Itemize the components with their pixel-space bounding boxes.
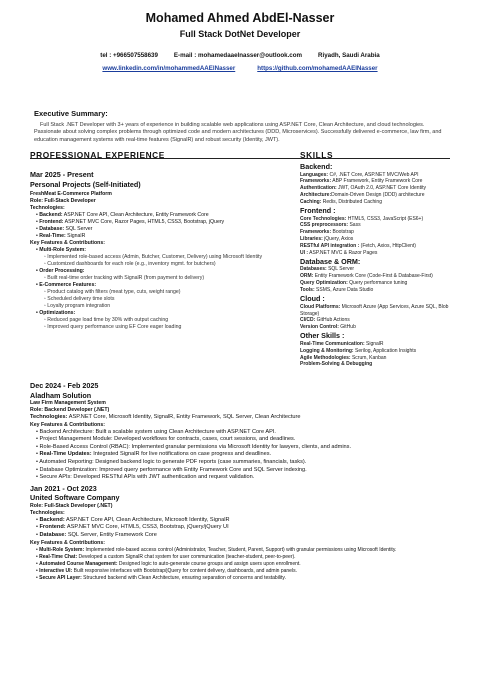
job-date: Mar 2025 - Present <box>30 170 94 179</box>
skill-item: Languages: C#, .NET Core, ASP.NET MVC/Web API <box>300 171 419 178</box>
skill-item: Cloud Platforms: Microsoft Azure (App Services, Azure SQL, Blob Storage) <box>300 303 449 317</box>
tech-line: Technologies: ASP.NET Core, Microsoft Identity, SignalR, Entity Framework, SQL Server, Clean Architecture <box>30 414 301 420</box>
skill-item: Core Technologies: HTML5, CSS3, JavaScript (ES6+) <box>300 215 424 222</box>
skill-item: Databases: SQL Server <box>300 266 355 273</box>
job-date: Jan 2021 - Oct 2023 <box>30 483 97 493</box>
summary-heading: Executive Summary: <box>34 109 108 118</box>
skill-item: Problem-Solving & Debugging <box>300 361 373 368</box>
skill-item: RESTful API integration : (Fetch, Axios, HttpClient) <box>300 243 416 250</box>
sub-item: ◦ Reduced page load time by 30% with output caching <box>44 317 169 323</box>
features-label: Key Features & Contributions: <box>30 240 105 246</box>
list-item: • Frontend: ASP.NET MVC Core, HTML5, CSS3, Bootstrap, jQuery/jQuery UI <box>36 524 229 531</box>
skill-group-heading: Frontend : <box>300 206 336 216</box>
company-name: Personal Projects (Self-Initiated) <box>30 179 141 189</box>
list-item: • Database: SQL Server <box>36 226 93 232</box>
list-item: • Backend Architecture: Built a scalable system using Clean Architecture with ASP.NET Core API. <box>36 428 276 435</box>
tech-label: Technologies: <box>30 509 65 516</box>
list-item: • Secure API Layer: Structured backend with Clean Architecture, ensuring separation of concerns and testability. <box>36 574 286 581</box>
executive-summary <box>34 109 452 144</box>
list-item: • Database: SQL Server, Entity Framework Core <box>36 531 157 538</box>
features-label: Key Features & Contributions: <box>30 539 105 546</box>
skill-item: Tools: SSMS, Azure Data Studio <box>300 287 374 294</box>
tech-label: Technologies: <box>30 205 65 211</box>
skill-item: Libraries: jQuery, Axios <box>300 236 354 243</box>
experience-column <box>30 150 293 331</box>
email[interactable]: E-mail : mohamedaaelnasser@outlook.com <box>173 52 303 59</box>
list-item: • Role-Based Access Control (RBAC): Implemented granular permissions via Microsoft Identity for lawyers, clients, and admins. <box>36 443 352 450</box>
list-item: • Backend: ASP.NET Core API, Clean Architecture, Microsoft Identity, SignalR <box>36 516 230 523</box>
list-item: • Secure APIs: Developed RESTful APIs with JWT authentication and request validation. <box>36 474 255 481</box>
list-item: • Frontend: ASP.NET MVC Core, Razor Pages, HTML5, CSS3, Bootstrap, jQuery <box>36 219 225 225</box>
list-item: • Real-Time: SignalR <box>36 233 86 239</box>
profile-links <box>0 64 480 73</box>
skill-group-heading: Database & ORM: <box>300 256 361 266</box>
company-name: Aladham Solution <box>30 390 92 400</box>
summary-text: Full Stack .NET Developer with 3+ years of experience in building scalable web applications using ASP.NET Core, Clean Architecture, and cloud technologies. Passionate about solving complex problems through optimized code and modern architectures (DDD, Microservices). Successfully delivered e-commerce, law firm, and education management systems with real-time features (SignalR) and robust security (Identity, JWT). <box>34 122 442 143</box>
list-item: • Database Optimization: Improved query performance with Entity Framework Core and SQL Server indexing. <box>36 466 307 473</box>
sub-item: ◦ Product catalog with filters (meat type, cuts, weight range) <box>44 289 181 295</box>
skill-item: CSS preprocessors: Sass <box>300 222 361 229</box>
job-role: Role: Full-Stack Developer <box>30 198 96 204</box>
sub-item: ◦ Loyalty program integration <box>44 303 111 309</box>
skill-item: Caching: Redis, Distributed Caching <box>300 199 382 206</box>
skill-item: ORM: Entity Framework Core (Code-First & Database-First) <box>300 273 433 280</box>
job-title: Full Stack DotNet Developer <box>179 29 301 39</box>
skills-heading: SKILLS <box>300 150 334 160</box>
skill-item: Version Control: GitHub <box>300 324 356 331</box>
list-item: • Multi-Role System: Implemented role-based access control (Administrator, Teacher, Student, Parent, Support) with granular permissions using Microsoft Identity. <box>36 546 397 553</box>
list-item: • Project Management Module: Developed workflows for contracts, cases, court sessions, and deadlines. <box>36 436 296 443</box>
skill-item: Architecture:Domain-Driven Design (DDD) architecture <box>300 192 425 199</box>
github-link[interactable]: https://github.com/mohamedAAElNasser <box>257 65 378 72</box>
list-item: • Multi-Role System: <box>36 247 86 253</box>
sub-item: ◦ Implemented role-based access (Admin, Butcher, Customer, Delivery) using Microsoft Identity <box>44 254 263 260</box>
skill-item: Frameworks: Bootstrap <box>300 229 354 236</box>
job-role: Role: Backend Developer (.NET) <box>30 407 110 413</box>
list-item: • Real-Time Updates: Integrated SignalR for live notifications on case progress and deadlines. <box>36 451 272 458</box>
sub-item: ◦ Improved query performance using EF Core eager loading <box>44 324 182 330</box>
skill-item: Authentication: JWT, OAuth 2.0, ASP.NET Core Identity <box>300 185 426 192</box>
list-item: • E-Commerce Features: <box>36 282 97 288</box>
location: Riyadh, Saudi Arabia <box>318 52 380 59</box>
skill-item: Frameworks: ABP Framework, Entity Framework Core <box>300 178 423 185</box>
skill-item: Logging & Monitoring: Serilog, Application Insights <box>300 347 417 354</box>
resume-header <box>0 0 480 73</box>
contact-line <box>0 51 480 60</box>
list-item: • Real-Time Chat: Developed a custom SignalR chat system for user communication (teacher-student, peer-to-peer). <box>36 553 296 560</box>
project-name: FreshMeat E-Commerce Platform <box>30 191 112 197</box>
skill-group-heading: Other Skills : <box>300 331 345 341</box>
skill-group-heading: Backend: <box>300 162 333 171</box>
job-date: Dec 2024 - Feb 2025 <box>30 381 99 390</box>
experience-continued <box>30 381 450 582</box>
list-item: • Interactive UI: Built responsive interfaces with Bootstrap/jQuery for content delivery, dashboards, and admin panels. <box>36 567 297 574</box>
skill-item: UI : ASP.NET MVC & Razor Pages <box>300 250 378 257</box>
project-name: Law Firm Management System <box>30 400 106 406</box>
list-item: • Automated Course Management: Designed logic to auto-generate course groups and assign users upon enrollment. <box>36 560 301 567</box>
skill-item: Agile Methodologies: Scrum, Kanban <box>300 354 387 361</box>
list-item: • Automated Reporting: Designed backend logic to generate PDF reports (case summaries, financials, tasks). <box>36 458 307 465</box>
list-item: • Order Processing: <box>36 268 85 274</box>
phone[interactable]: tel : +966507558639 <box>100 52 158 59</box>
skills-column <box>300 150 450 368</box>
skill-item: Real-Time Communication: SignalR <box>300 340 384 347</box>
skill-group-heading: Cloud : <box>300 294 325 304</box>
sub-item: ◦ Scheduled delivery time slots <box>44 296 115 302</box>
company-name: United Software Company <box>30 493 120 503</box>
job-role: Role: Full-Stack Developer (.NET) <box>30 502 113 509</box>
skill-item: CI/CD: GitHub Actions <box>300 317 350 324</box>
sub-item: ◦ Built real-time order tracking with SignalR (from payment to delivery) <box>44 275 205 281</box>
sub-item: ◦ Customized dashboards for each role (e.g., inventory mgmt. for butchers) <box>44 261 216 267</box>
list-item: • Optimizations: <box>36 310 76 316</box>
list-item: • Backend: ASP.NET Core API, Clean Architecture, Entity Framework Core <box>36 212 209 218</box>
candidate-name: Mohamed Ahmed AbdEl-Nasser <box>145 11 335 25</box>
linkedin-link[interactable]: www.linkedin.com/in/mohammedAAElNasser <box>102 65 236 72</box>
features-label: Key Features & Contributions: <box>30 421 105 428</box>
skill-item: Query Optimization: Query performance tuning <box>300 280 408 287</box>
experience-heading: PROFESSIONAL EXPERIENCE <box>30 150 165 160</box>
